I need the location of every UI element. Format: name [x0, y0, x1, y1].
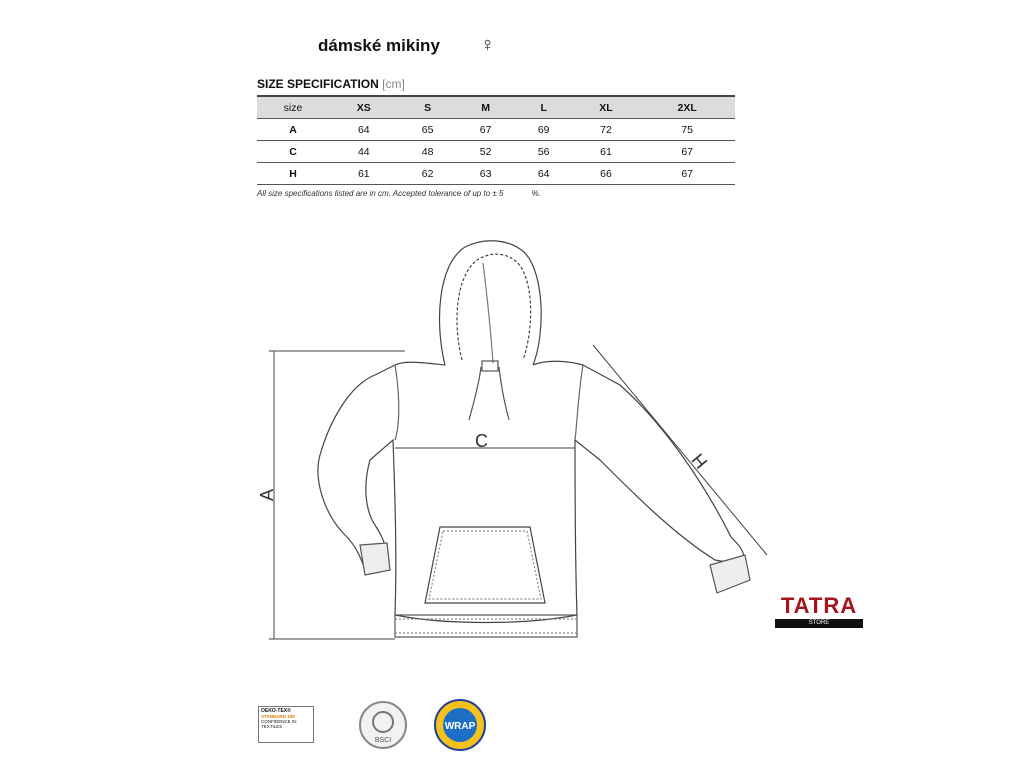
column-header: XS — [329, 96, 399, 119]
column-header: 2XL — [639, 96, 735, 119]
table-cell: 67 — [639, 141, 735, 163]
column-header: S — [399, 96, 457, 119]
table-cell: 64 — [329, 119, 399, 141]
size-table — [257, 95, 735, 185]
drawstrings — [469, 367, 509, 420]
hem-rib-band — [395, 615, 577, 637]
size-spec-heading — [257, 77, 405, 91]
brand-name: TATRA — [780, 593, 858, 618]
hoodie-body-outline — [318, 361, 744, 622]
dimension-a-label: A — [257, 488, 277, 501]
tatra-store-logo — [775, 594, 863, 628]
wrap-badge-icon — [433, 698, 487, 752]
table-cell: 61 — [573, 141, 640, 163]
table-row — [257, 119, 735, 141]
hood-inner-stitch — [457, 254, 531, 360]
oeko-tex-badge — [258, 706, 314, 743]
row-label: H — [257, 163, 329, 185]
table-row — [257, 163, 735, 185]
bsci-badge-icon — [358, 700, 408, 750]
tolerance-note-text: All size specifications listed are in cm. Accepted tolerance of up to ± 5 — [257, 189, 504, 198]
brand-subtitle: STORE — [775, 619, 863, 628]
table-cell: 69 — [515, 119, 573, 141]
size-spec-unit: [cm] — [382, 77, 405, 91]
table-cell: 67 — [639, 163, 735, 185]
left-cuff — [360, 543, 390, 575]
hood-outline — [440, 241, 542, 365]
oeko-tex-tagline: CONFIDENCE IN TEXTILES — [261, 719, 297, 729]
bsci-label: BSCI — [374, 737, 392, 744]
hoodie-technical-drawing — [255, 235, 775, 645]
kangaroo-pocket — [425, 527, 545, 603]
table-cell: 52 — [457, 141, 515, 163]
column-header: M — [457, 96, 515, 119]
table-row — [257, 141, 735, 163]
table-cell: 67 — [457, 119, 515, 141]
oeko-tex-title: OEKO-TEX® — [261, 708, 291, 714]
dimension-h-label: H — [687, 449, 712, 473]
dimension-c-label: C — [475, 431, 488, 451]
wrap-label: WRAP — [444, 721, 476, 732]
table-cell: 72 — [573, 119, 640, 141]
table-cell: 64 — [515, 163, 573, 185]
left-armhole-seam — [395, 365, 399, 440]
size-spec-title: SIZE SPECIFICATION — [257, 77, 379, 91]
column-header: XL — [573, 96, 640, 119]
female-icon: ♀ — [480, 34, 495, 56]
tolerance-note — [257, 189, 541, 198]
tolerance-note-percent: %. — [531, 189, 541, 198]
table-cell: 66 — [573, 163, 640, 185]
right-armhole-seam — [575, 365, 583, 440]
table-cell: 62 — [399, 163, 457, 185]
pocket-stitch — [429, 531, 541, 599]
table-cell: 63 — [457, 163, 515, 185]
column-header: L — [515, 96, 573, 119]
column-header: size — [257, 96, 329, 119]
table-cell: 56 — [515, 141, 573, 163]
hem-stitch — [395, 619, 577, 633]
row-label: A — [257, 119, 329, 141]
table-cell: 75 — [639, 119, 735, 141]
table-cell: 48 — [399, 141, 457, 163]
drawstring-grommet — [482, 361, 498, 371]
table-cell: 61 — [329, 163, 399, 185]
oeko-tex-standard: STANDARD 100 — [261, 714, 295, 719]
dimension-h-line — [593, 345, 767, 555]
page-title: dámské mikiny — [318, 36, 440, 55]
table-cell: 65 — [399, 119, 457, 141]
table-header-row — [257, 96, 735, 119]
table-cell: 44 — [329, 141, 399, 163]
hood-seam — [483, 263, 493, 363]
row-label: C — [257, 141, 329, 163]
